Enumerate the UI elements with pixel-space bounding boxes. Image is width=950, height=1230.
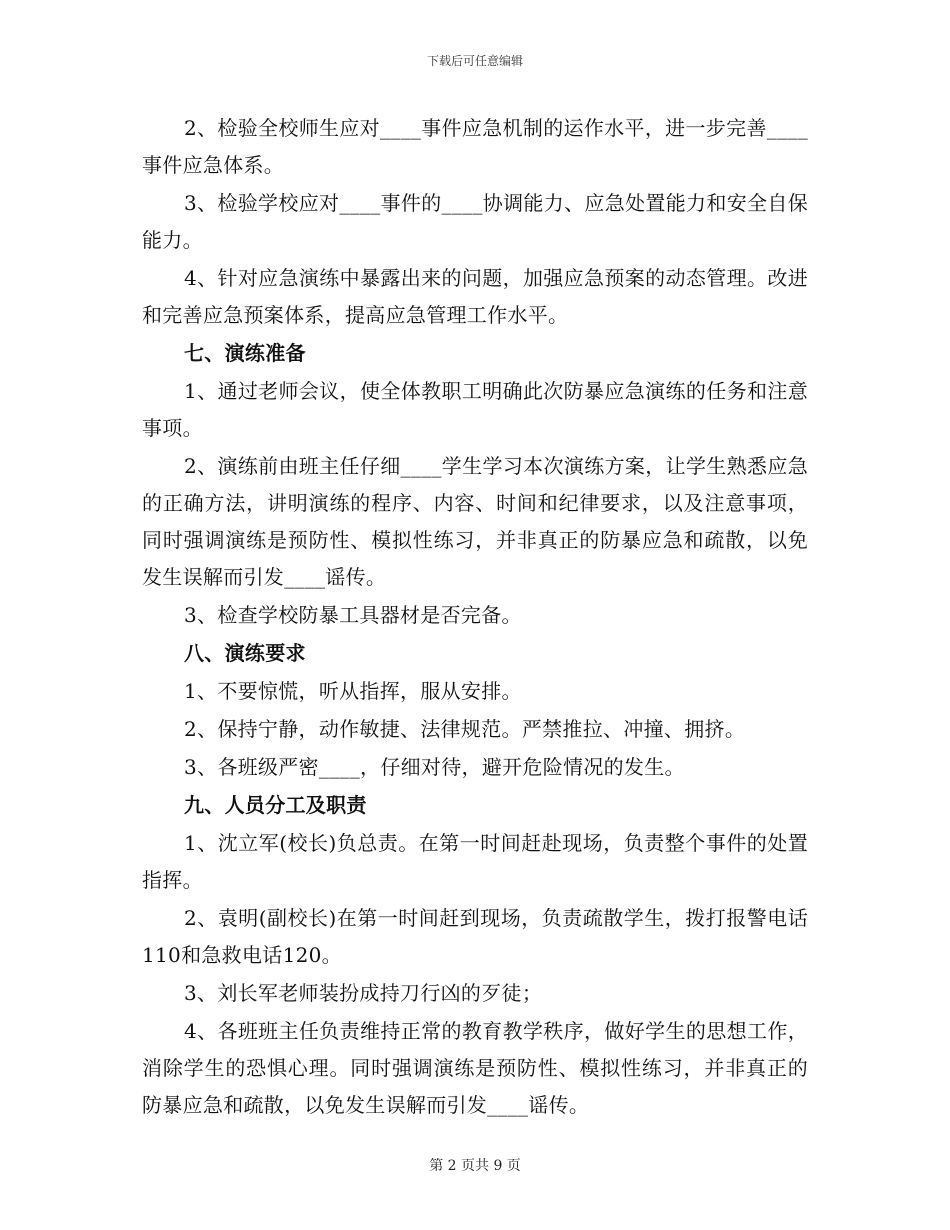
section-heading-8: 八、演练要求: [184, 641, 306, 665]
document-body: [142, 110, 808, 1125]
paragraph-duty-2: 2、袁明(副校长)在第一时间赶到现场，负责疏散学生，拨打报警电话110和急救电话120。: [142, 906, 808, 967]
paragraph-prep-2: 2、演练前由班主任仔细____学生学习本次演练方案，让学生熟悉应急的正确方法，讲明演练的程序、内容、时间和纪律要求，以及注意事项，同时强调演练是预防性、模拟性练习，并非真正的防暴应急和疏散，以免发生误解而引发____谣传。: [142, 454, 808, 589]
paragraph-req-3: 3、各班级严密____，仔细对待，避开危险情况的发生。: [184, 755, 685, 779]
paragraph-prep-1: 1、通过老师会议，使全体教职工明确此次防暴应急演练的任务和注意事项。: [142, 379, 808, 440]
page-header: 下载后可任意编辑: [426, 54, 523, 68]
section-heading-7: 七、演练准备: [184, 341, 306, 365]
paragraph-duty-1: 1、沈立军(校长)负总责。在第一时间赶赴现场，负责整个事件的处置指挥。: [142, 831, 808, 892]
paragraph-3-check-coordination: 3、检验学校应对____事件的____协调能力、应急处置能力和安全自保能力。: [142, 191, 808, 252]
paragraph-4-plan-management: 4、针对应急演练中暴露出来的问题，加强应急预案的动态管理。改进和完善应急预案体系，提高应急管理工作水平。: [142, 266, 808, 327]
paragraph-req-2: 2、保持宁静，动作敏捷、法律规范。严禁推拉、冲撞、拥挤。: [184, 717, 746, 741]
paragraph-duty-3: 3、刘长军老师装扮成持刀行凶的歹徒；: [184, 981, 543, 1005]
page-footer: 第 2 页共 9 页: [429, 1158, 521, 1174]
paragraph-2-check-mechanism: 2、检验全校师生应对____事件应急机制的运作水平，进一步完善____事件应急体系。: [142, 116, 808, 177]
paragraph-prep-3: 3、检查学校防暴工具器材是否完备。: [184, 603, 522, 627]
paragraph-req-1: 1、不要惊慌，听从指挥，服从安排。: [184, 679, 522, 703]
paragraph-duty-4: 4、各班班主任负责维持正常的教育教学秩序，做好学生的思想工作，消除学生的恐惧心理。同时强调演练是预防性、模拟性练习，并非真正的防暴应急和疏散，以免发生误解而引发____谣传。: [142, 1019, 808, 1117]
section-heading-9: 九、人员分工及职责: [184, 793, 367, 817]
